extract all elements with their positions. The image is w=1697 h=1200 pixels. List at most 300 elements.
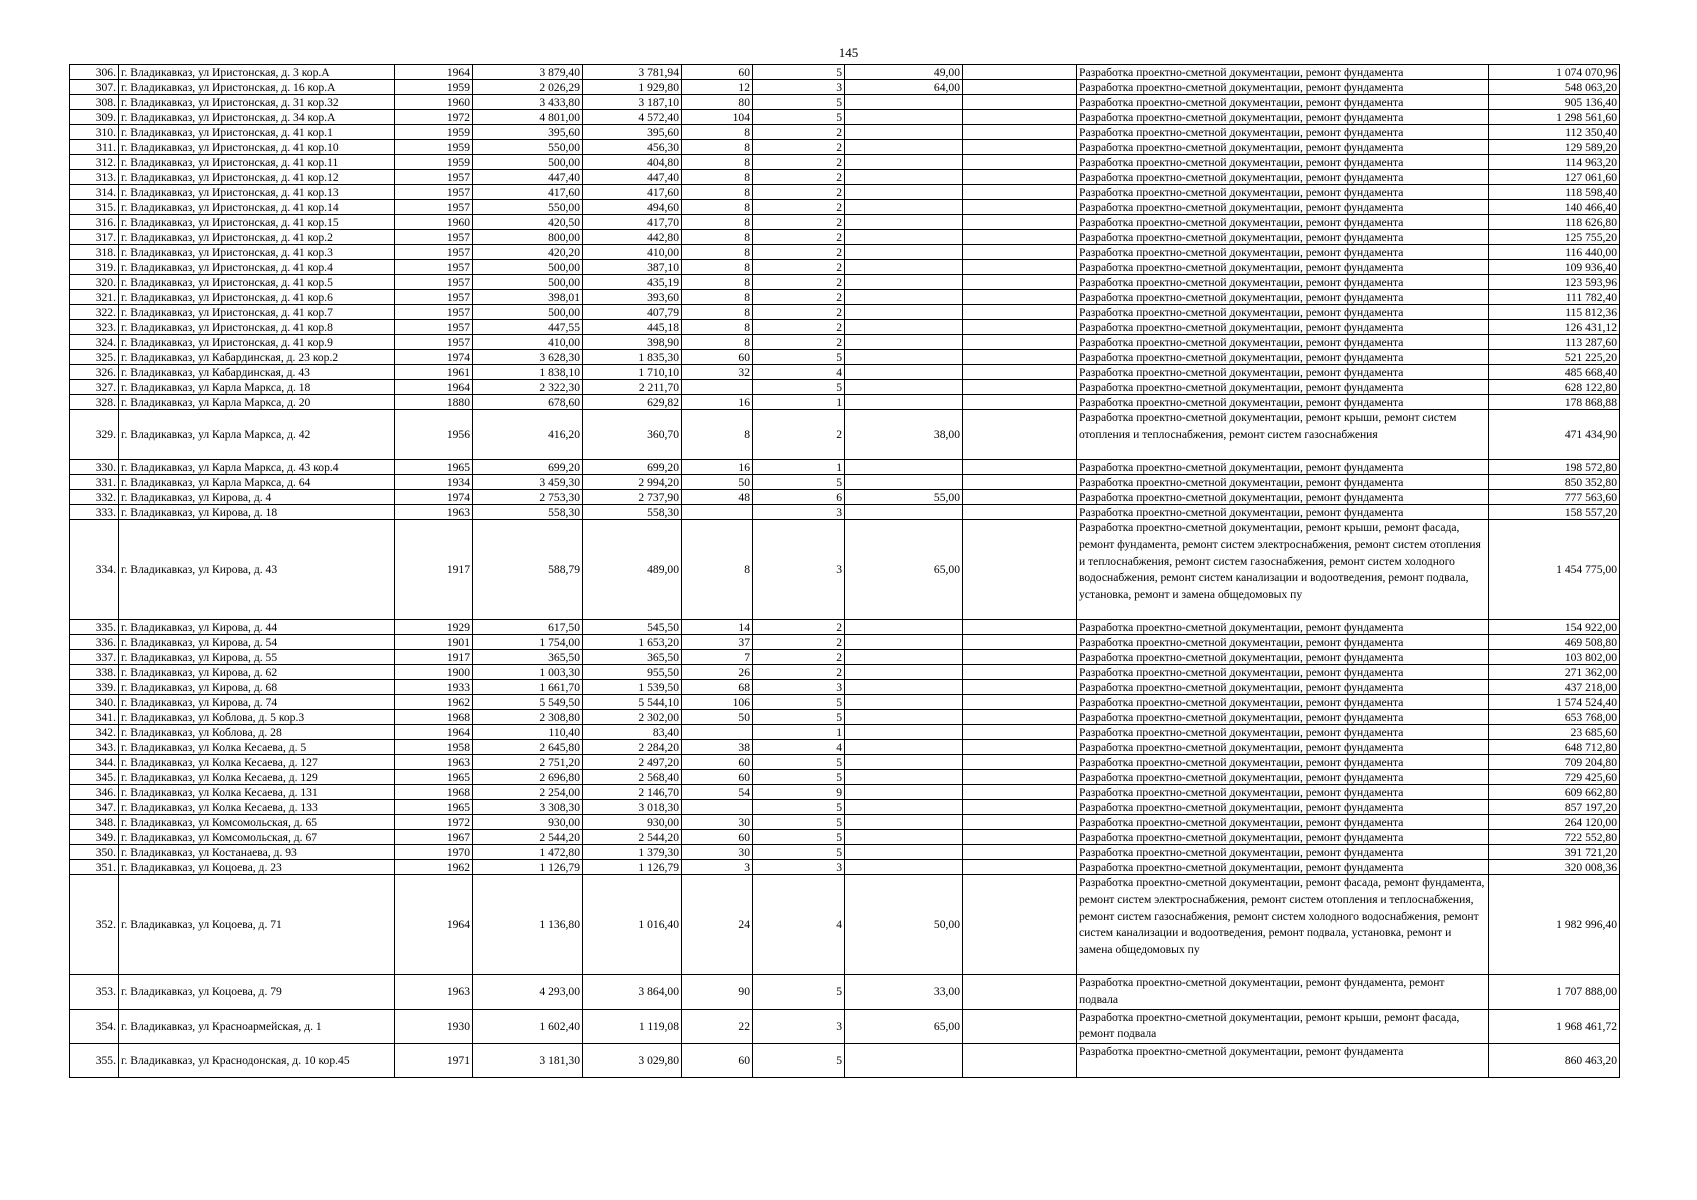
living-area-cell: 442,80	[583, 230, 682, 245]
repair-cost-cell: 1 982 996,40	[1489, 875, 1620, 975]
address-cell: г. Владикавказ, ул Красноармейская, д. 1	[119, 1009, 395, 1044]
living-area-cell: 1 710,10	[583, 365, 682, 380]
wear-percent-cell	[845, 740, 963, 755]
table-row	[70, 170, 1620, 185]
address-cell: г. Владикавказ, ул Кирова, д. 54	[119, 635, 395, 650]
repair-program-table	[69, 64, 1620, 1078]
row-number-cell: 309.	[70, 110, 119, 125]
row-number-cell: 320.	[70, 275, 119, 290]
floors-count-cell: 3	[753, 1009, 845, 1044]
row-number-cell: 334.	[70, 520, 119, 620]
total-area-cell: 800,00	[473, 230, 583, 245]
work-description-cell: Разработка проектно-сметной документации, ремонт фундамента	[1077, 860, 1489, 875]
address-cell: г. Владикавказ, ул Карла Маркса, д. 18	[119, 380, 395, 395]
table-row	[70, 185, 1620, 200]
floors-count-cell: 6	[753, 490, 845, 505]
living-area-cell: 447,40	[583, 170, 682, 185]
extra-column-cell	[963, 350, 1077, 365]
row-number-cell: 326.	[70, 365, 119, 380]
wear-percent-cell	[845, 460, 963, 475]
wear-percent-cell	[845, 815, 963, 830]
address-cell: г. Владикавказ, ул Иристонская, д. 41 кор.14	[119, 200, 395, 215]
apartments-count-cell: 48	[682, 490, 753, 505]
build-year-cell: 1957	[395, 245, 473, 260]
table-row	[70, 785, 1620, 800]
build-year-cell: 1965	[395, 800, 473, 815]
repair-cost-cell: 1 074 070,96	[1489, 65, 1620, 80]
total-area-cell: 417,60	[473, 185, 583, 200]
build-year-cell: 1971	[395, 1044, 473, 1078]
work-description-cell: Разработка проектно-сметной документации, ремонт фундамента	[1077, 170, 1489, 185]
apartments-count-cell: 14	[682, 620, 753, 635]
row-number-cell: 322.	[70, 305, 119, 320]
work-description-cell: Разработка проектно-сметной документации, ремонт фундамента	[1077, 815, 1489, 830]
work-description-cell: Разработка проектно-сметной документации, ремонт фундамента	[1077, 140, 1489, 155]
total-area-cell: 4 293,00	[473, 975, 583, 1010]
build-year-cell: 1957	[395, 275, 473, 290]
total-area-cell: 699,20	[473, 460, 583, 475]
repair-cost-cell: 118 598,40	[1489, 185, 1620, 200]
apartments-count-cell	[682, 505, 753, 520]
total-area-cell: 3 879,40	[473, 65, 583, 80]
row-number-cell: 328.	[70, 395, 119, 410]
address-cell: г. Владикавказ, ул Комсомольская, д. 67	[119, 830, 395, 845]
living-area-cell: 2 994,20	[583, 475, 682, 490]
total-area-cell: 447,40	[473, 170, 583, 185]
living-area-cell: 2 146,70	[583, 785, 682, 800]
build-year-cell: 1934	[395, 475, 473, 490]
work-description-cell: Разработка проектно-сметной документации, ремонт фундамента	[1077, 475, 1489, 490]
living-area-cell: 494,60	[583, 200, 682, 215]
living-area-cell: 1 653,20	[583, 635, 682, 650]
repair-cost-cell: 777 563,60	[1489, 490, 1620, 505]
total-area-cell: 1 003,30	[473, 665, 583, 680]
row-number-cell: 346.	[70, 785, 119, 800]
row-number-cell: 333.	[70, 505, 119, 520]
wear-percent-cell	[845, 230, 963, 245]
row-number-cell: 306.	[70, 65, 119, 80]
work-description-cell: Разработка проектно-сметной документации, ремонт фундамента	[1077, 1044, 1489, 1078]
total-area-cell: 3 433,80	[473, 95, 583, 110]
table-row	[70, 140, 1620, 155]
apartments-count-cell: 30	[682, 845, 753, 860]
living-area-cell: 629,82	[583, 395, 682, 410]
living-area-cell: 5 544,10	[583, 695, 682, 710]
total-area-cell: 588,79	[473, 520, 583, 620]
work-description-cell: Разработка проектно-сметной документации, ремонт фундамента	[1077, 305, 1489, 320]
table-row	[70, 815, 1620, 830]
work-description-cell: Разработка проектно-сметной документации, ремонт фундамента	[1077, 680, 1489, 695]
row-number-cell: 313.	[70, 170, 119, 185]
floors-count-cell: 2	[753, 650, 845, 665]
work-description-cell: Разработка проектно-сметной документации, ремонт фундамента	[1077, 200, 1489, 215]
total-area-cell: 2 026,29	[473, 80, 583, 95]
total-area-cell: 3 459,30	[473, 475, 583, 490]
build-year-cell: 1959	[395, 155, 473, 170]
floors-count-cell: 3	[753, 860, 845, 875]
address-cell: г. Владикавказ, ул Иристонская, д. 41 кор.9	[119, 335, 395, 350]
extra-column-cell	[963, 800, 1077, 815]
table-row	[70, 460, 1620, 475]
table-row	[70, 290, 1620, 305]
address-cell: г. Владикавказ, ул Иристонская, д. 41 кор.8	[119, 320, 395, 335]
work-description-cell: Разработка проектно-сметной документации, ремонт фундамента	[1077, 155, 1489, 170]
address-cell: г. Владикавказ, ул Колка Кесаева, д. 131	[119, 785, 395, 800]
table-row	[70, 830, 1620, 845]
wear-percent-cell: 64,00	[845, 80, 963, 95]
wear-percent-cell	[845, 830, 963, 845]
repair-cost-cell: 103 802,00	[1489, 650, 1620, 665]
work-description-cell: Разработка проектно-сметной документации, ремонт фундамента	[1077, 620, 1489, 635]
wear-percent-cell	[845, 695, 963, 710]
living-area-cell: 2 284,20	[583, 740, 682, 755]
total-area-cell: 1 754,00	[473, 635, 583, 650]
work-description-cell: Разработка проектно-сметной документации, ремонт фундамента	[1077, 290, 1489, 305]
repair-cost-cell: 264 120,00	[1489, 815, 1620, 830]
build-year-cell: 1959	[395, 125, 473, 140]
address-cell: г. Владикавказ, ул Карла Маркса, д. 42	[119, 410, 395, 460]
table-row	[70, 505, 1620, 520]
apartments-count-cell: 12	[682, 80, 753, 95]
living-area-cell: 83,40	[583, 725, 682, 740]
extra-column-cell	[963, 155, 1077, 170]
total-area-cell: 1 136,80	[473, 875, 583, 975]
repair-cost-cell: 709 204,80	[1489, 755, 1620, 770]
living-area-cell: 407,79	[583, 305, 682, 320]
extra-column-cell	[963, 725, 1077, 740]
row-number-cell: 316.	[70, 215, 119, 230]
wear-percent-cell	[845, 725, 963, 740]
apartments-count-cell: 60	[682, 770, 753, 785]
row-number-cell: 354.	[70, 1009, 119, 1044]
address-cell: г. Владикавказ, ул Иристонская, д. 41 кор.15	[119, 215, 395, 230]
wear-percent-cell: 55,00	[845, 490, 963, 505]
apartments-count-cell: 8	[682, 245, 753, 260]
work-description-cell: Разработка проектно-сметной документации, ремонт фундамента	[1077, 65, 1489, 80]
total-area-cell: 2 308,80	[473, 710, 583, 725]
address-cell: г. Владикавказ, ул Колка Кесаева, д. 133	[119, 800, 395, 815]
extra-column-cell	[963, 830, 1077, 845]
build-year-cell: 1974	[395, 490, 473, 505]
extra-column-cell	[963, 680, 1077, 695]
apartments-count-cell: 8	[682, 155, 753, 170]
address-cell: г. Владикавказ, ул Коблова, д. 5 кор.3	[119, 710, 395, 725]
table-row	[70, 695, 1620, 710]
apartments-count-cell: 50	[682, 475, 753, 490]
floors-count-cell: 2	[753, 320, 845, 335]
total-area-cell: 500,00	[473, 260, 583, 275]
address-cell: г. Владикавказ, ул Иристонская, д. 41 кор.3	[119, 245, 395, 260]
row-number-cell: 348.	[70, 815, 119, 830]
floors-count-cell: 2	[753, 665, 845, 680]
living-area-cell: 930,00	[583, 815, 682, 830]
build-year-cell: 1958	[395, 740, 473, 755]
build-year-cell: 1933	[395, 680, 473, 695]
table-row	[70, 215, 1620, 230]
row-number-cell: 350.	[70, 845, 119, 860]
row-number-cell: 341.	[70, 710, 119, 725]
wear-percent-cell: 65,00	[845, 520, 963, 620]
address-cell: г. Владикавказ, ул Иристонская, д. 41 кор.12	[119, 170, 395, 185]
build-year-cell: 1972	[395, 815, 473, 830]
floors-count-cell: 2	[753, 635, 845, 650]
floors-count-cell: 5	[753, 710, 845, 725]
extra-column-cell	[963, 335, 1077, 350]
repair-cost-cell: 628 122,80	[1489, 380, 1620, 395]
total-area-cell: 678,60	[473, 395, 583, 410]
extra-column-cell	[963, 505, 1077, 520]
address-cell: г. Владикавказ, ул Костанаева, д. 93	[119, 845, 395, 860]
table-row	[70, 380, 1620, 395]
total-area-cell: 1 126,79	[473, 860, 583, 875]
extra-column-cell	[963, 380, 1077, 395]
extra-column-cell	[963, 395, 1077, 410]
address-cell: г. Владикавказ, ул Иристонская, д. 41 кор.2	[119, 230, 395, 245]
living-area-cell: 2 737,90	[583, 490, 682, 505]
repair-cost-cell: 391 721,20	[1489, 845, 1620, 860]
apartments-count-cell: 8	[682, 320, 753, 335]
extra-column-cell	[963, 1009, 1077, 1044]
floors-count-cell: 4	[753, 365, 845, 380]
wear-percent-cell	[845, 305, 963, 320]
wear-percent-cell	[845, 770, 963, 785]
wear-percent-cell: 49,00	[845, 65, 963, 80]
total-area-cell: 1 661,70	[473, 680, 583, 695]
build-year-cell: 1965	[395, 460, 473, 475]
table-row	[70, 755, 1620, 770]
row-number-cell: 339.	[70, 680, 119, 695]
living-area-cell: 1 119,08	[583, 1009, 682, 1044]
extra-column-cell	[963, 475, 1077, 490]
repair-cost-cell: 109 936,40	[1489, 260, 1620, 275]
build-year-cell: 1970	[395, 845, 473, 860]
floors-count-cell: 2	[753, 215, 845, 230]
work-description-cell: Разработка проектно-сметной документации, ремонт фундамента	[1077, 710, 1489, 725]
apartments-count-cell: 90	[682, 975, 753, 1010]
repair-cost-cell: 113 287,60	[1489, 335, 1620, 350]
row-number-cell: 311.	[70, 140, 119, 155]
extra-column-cell	[963, 665, 1077, 680]
repair-cost-cell: 154 922,00	[1489, 620, 1620, 635]
floors-count-cell: 2	[753, 245, 845, 260]
build-year-cell: 1968	[395, 710, 473, 725]
repair-cost-cell: 112 350,40	[1489, 125, 1620, 140]
floors-count-cell: 5	[753, 350, 845, 365]
extra-column-cell	[963, 650, 1077, 665]
total-area-cell: 2 696,80	[473, 770, 583, 785]
row-number-cell: 332.	[70, 490, 119, 505]
table-row	[70, 80, 1620, 95]
living-area-cell: 2 211,70	[583, 380, 682, 395]
build-year-cell: 1961	[395, 365, 473, 380]
floors-count-cell: 5	[753, 475, 845, 490]
floors-count-cell: 5	[753, 845, 845, 860]
repair-cost-cell: 485 668,40	[1489, 365, 1620, 380]
extra-column-cell	[963, 740, 1077, 755]
address-cell: г. Владикавказ, ул Краснодонская, д. 10 кор.45	[119, 1044, 395, 1078]
table-row	[70, 350, 1620, 365]
table-row	[70, 680, 1620, 695]
table-row	[70, 490, 1620, 505]
apartments-count-cell: 8	[682, 185, 753, 200]
build-year-cell: 1964	[395, 725, 473, 740]
living-area-cell: 387,10	[583, 260, 682, 275]
repair-cost-cell: 114 963,20	[1489, 155, 1620, 170]
repair-cost-cell: 127 061,60	[1489, 170, 1620, 185]
table-row	[70, 365, 1620, 380]
floors-count-cell: 3	[753, 680, 845, 695]
floors-count-cell: 2	[753, 305, 845, 320]
row-number-cell: 337.	[70, 650, 119, 665]
work-description-cell: Разработка проектно-сметной документации, ремонт фундамента	[1077, 770, 1489, 785]
repair-cost-cell: 320 008,36	[1489, 860, 1620, 875]
work-description-cell: Разработка проектно-сметной документации, ремонт фундамента	[1077, 725, 1489, 740]
extra-column-cell	[963, 170, 1077, 185]
repair-cost-cell: 126 431,12	[1489, 320, 1620, 335]
row-number-cell: 312.	[70, 155, 119, 170]
row-number-cell: 355.	[70, 1044, 119, 1078]
extra-column-cell	[963, 710, 1077, 725]
extra-column-cell	[963, 770, 1077, 785]
apartments-count-cell: 26	[682, 665, 753, 680]
work-description-cell: Разработка проектно-сметной документации, ремонт фундамента	[1077, 185, 1489, 200]
address-cell: г. Владикавказ, ул Карла Маркса, д. 20	[119, 395, 395, 410]
wear-percent-cell	[845, 680, 963, 695]
row-number-cell: 315.	[70, 200, 119, 215]
extra-column-cell	[963, 635, 1077, 650]
total-area-cell: 1 472,80	[473, 845, 583, 860]
repair-cost-cell: 850 352,80	[1489, 475, 1620, 490]
floors-count-cell: 5	[753, 65, 845, 80]
table-row	[70, 860, 1620, 875]
floors-count-cell: 1	[753, 725, 845, 740]
wear-percent-cell: 38,00	[845, 410, 963, 460]
work-description-cell: Разработка проектно-сметной документации, ремонт крыши, ремонт фасада, ремонт фундамента, ремонт систем электроснабжения, ремонт систем отопления и теплоснабжения, ремонт систем газоснабжения, ремонт систем холодного водоснабжения, ремонт систем канализации и водоотведения, ремонт подвала, установка, ремонт и замена общедомовых пу	[1077, 520, 1489, 620]
work-description-cell: Разработка проектно-сметной документации, ремонт фундамента	[1077, 830, 1489, 845]
address-cell: г. Владикавказ, ул Коцоева, д. 71	[119, 875, 395, 975]
address-cell: г. Владикавказ, ул Иристонская, д. 31 кор.32	[119, 95, 395, 110]
floors-count-cell: 2	[753, 200, 845, 215]
repair-cost-cell: 123 593,96	[1489, 275, 1620, 290]
address-cell: г. Владикавказ, ул Кирова, д. 74	[119, 695, 395, 710]
address-cell: г. Владикавказ, ул Кирова, д. 68	[119, 680, 395, 695]
repair-cost-cell: 23 685,60	[1489, 725, 1620, 740]
wear-percent-cell	[845, 845, 963, 860]
build-year-cell: 1901	[395, 635, 473, 650]
wear-percent-cell	[845, 755, 963, 770]
build-year-cell: 1957	[395, 230, 473, 245]
extra-column-cell	[963, 320, 1077, 335]
apartments-count-cell: 8	[682, 520, 753, 620]
address-cell: г. Владикавказ, ул Комсомольская, д. 65	[119, 815, 395, 830]
living-area-cell: 3 187,10	[583, 95, 682, 110]
address-cell: г. Владикавказ, ул Коцоева, д. 79	[119, 975, 395, 1010]
build-year-cell: 1956	[395, 410, 473, 460]
floors-count-cell: 5	[753, 800, 845, 815]
address-cell: г. Владикавказ, ул Кирова, д. 4	[119, 490, 395, 505]
wear-percent-cell	[845, 475, 963, 490]
repair-cost-cell: 118 626,80	[1489, 215, 1620, 230]
work-description-cell: Разработка проектно-сметной документации, ремонт фундамента	[1077, 490, 1489, 505]
wear-percent-cell	[845, 215, 963, 230]
repair-cost-cell: 116 440,00	[1489, 245, 1620, 260]
apartments-count-cell: 8	[682, 335, 753, 350]
table-row	[70, 110, 1620, 125]
row-number-cell: 347.	[70, 800, 119, 815]
build-year-cell: 1965	[395, 770, 473, 785]
table-row	[70, 335, 1620, 350]
floors-count-cell: 2	[753, 170, 845, 185]
repair-cost-cell: 609 662,80	[1489, 785, 1620, 800]
build-year-cell: 1962	[395, 695, 473, 710]
wear-percent-cell	[845, 665, 963, 680]
address-cell: г. Владикавказ, ул Иристонская, д. 41 кор.13	[119, 185, 395, 200]
floors-count-cell: 2	[753, 155, 845, 170]
build-year-cell: 1963	[395, 755, 473, 770]
work-description-cell: Разработка проектно-сметной документации, ремонт фундамента	[1077, 695, 1489, 710]
floors-count-cell: 5	[753, 830, 845, 845]
row-number-cell: 307.	[70, 80, 119, 95]
apartments-count-cell: 8	[682, 290, 753, 305]
address-cell: г. Владикавказ, ул Иристонская, д. 41 кор.4	[119, 260, 395, 275]
repair-cost-cell: 129 589,20	[1489, 140, 1620, 155]
total-area-cell: 550,00	[473, 140, 583, 155]
build-year-cell: 1917	[395, 650, 473, 665]
total-area-cell: 2 645,80	[473, 740, 583, 755]
build-year-cell: 1957	[395, 200, 473, 215]
extra-column-cell	[963, 490, 1077, 505]
floors-count-cell: 4	[753, 740, 845, 755]
table-row	[70, 770, 1620, 785]
address-cell: г. Владикавказ, ул Кирова, д. 18	[119, 505, 395, 520]
wear-percent-cell	[845, 275, 963, 290]
wear-percent-cell	[845, 800, 963, 815]
floors-count-cell: 5	[753, 815, 845, 830]
total-area-cell: 2 544,20	[473, 830, 583, 845]
wear-percent-cell	[845, 95, 963, 110]
floors-count-cell: 9	[753, 785, 845, 800]
total-area-cell: 1 838,10	[473, 365, 583, 380]
extra-column-cell	[963, 305, 1077, 320]
floors-count-cell: 1	[753, 395, 845, 410]
total-area-cell: 500,00	[473, 305, 583, 320]
apartments-count-cell: 60	[682, 830, 753, 845]
build-year-cell: 1957	[395, 185, 473, 200]
build-year-cell: 1960	[395, 95, 473, 110]
apartments-count-cell: 22	[682, 1009, 753, 1044]
extra-column-cell	[963, 260, 1077, 275]
table-row	[70, 740, 1620, 755]
living-area-cell: 456,30	[583, 140, 682, 155]
wear-percent-cell	[845, 380, 963, 395]
repair-cost-cell: 648 712,80	[1489, 740, 1620, 755]
address-cell: г. Владикавказ, ул Иристонская, д. 41 кор.11	[119, 155, 395, 170]
table-row	[70, 665, 1620, 680]
table-row	[70, 800, 1620, 815]
living-area-cell: 2 544,20	[583, 830, 682, 845]
floors-count-cell: 5	[753, 975, 845, 1010]
work-description-cell: Разработка проектно-сметной документации, ремонт фундамента	[1077, 380, 1489, 395]
work-description-cell: Разработка проектно-сметной документации, ремонт фундамента	[1077, 125, 1489, 140]
wear-percent-cell	[845, 290, 963, 305]
table-row	[70, 710, 1620, 725]
build-year-cell: 1959	[395, 80, 473, 95]
total-area-cell: 395,60	[473, 125, 583, 140]
build-year-cell: 1972	[395, 110, 473, 125]
apartments-count-cell: 80	[682, 95, 753, 110]
extra-column-cell	[963, 125, 1077, 140]
build-year-cell: 1963	[395, 505, 473, 520]
